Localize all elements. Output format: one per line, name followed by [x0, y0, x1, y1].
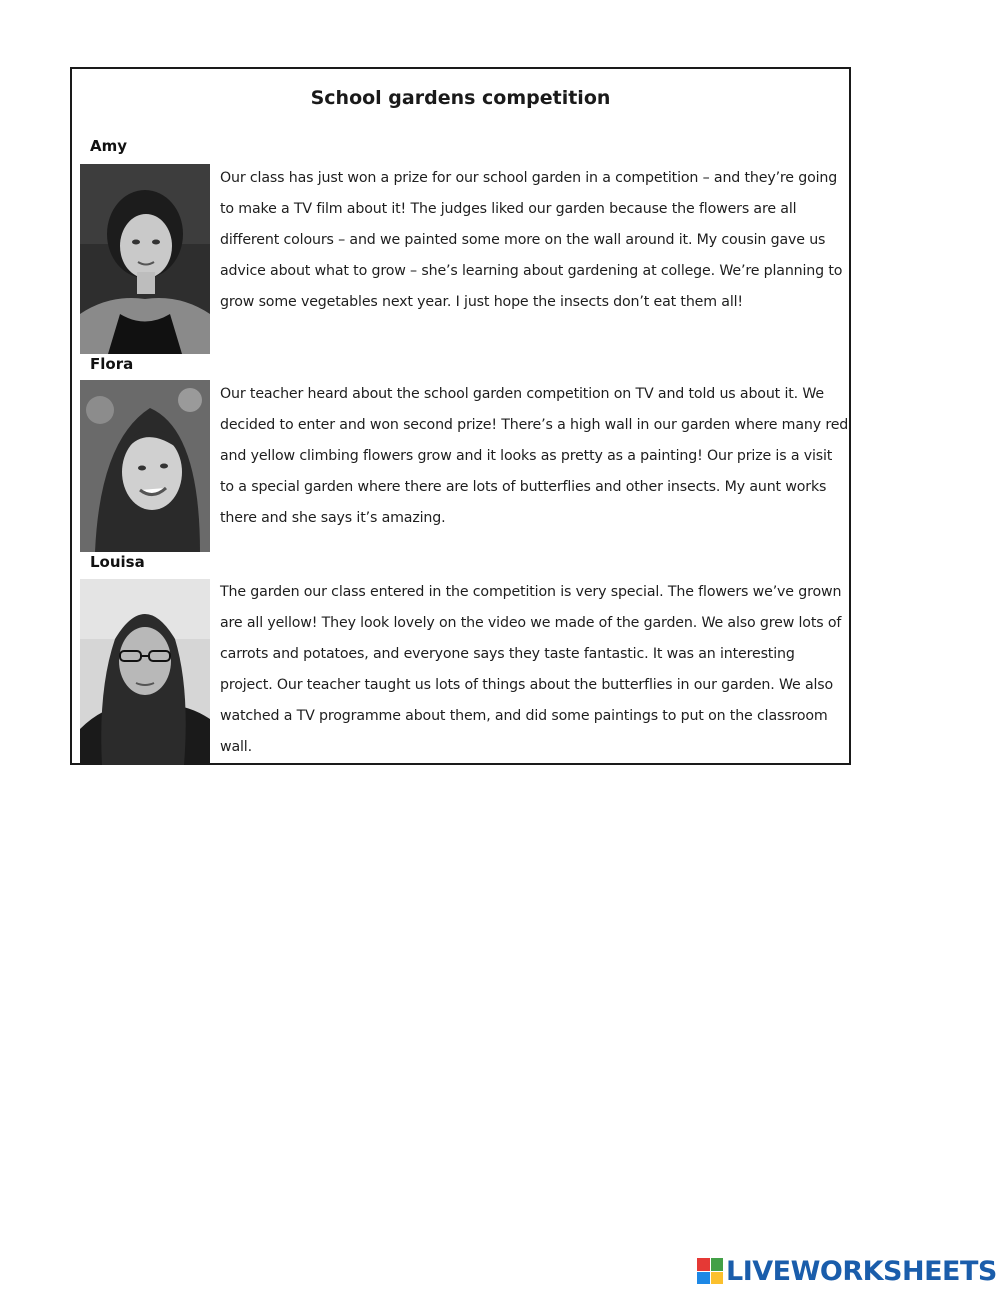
flora-portrait-photo [80, 380, 210, 552]
liveworksheets-logo-icon [697, 1258, 723, 1284]
brand-label: LIVEWORKSHEETS [726, 1255, 997, 1287]
entry-text-flora: Our teacher heard about the school garden competition on TV and told us about it. We decided to enter and won second prize! There’s a high wall in our garden where many red and yellow climbing flowers grow and it looks as pretty as a painting! Our prize is a visit to a special garden where there are lots of butterflies and other insects. My aunt works there and she says it’s amazing. [220, 386, 849, 526]
entry-name-amy: Amy [90, 137, 128, 155]
entry-name-flora: Flora [90, 355, 134, 373]
liveworksheets-brand [697, 1255, 997, 1287]
page-title: School gardens competition [310, 87, 611, 109]
entry-text-amy: Our class has just won a prize for our school garden in a competition – and they’re going to make a TV film about it! The judges liked our garden because the flowers are all different colours – and we painted some more on the wall around it. My cousin gave us advice about what to grow – she’s learning about gardening at college. We’re planning to grow some vegetables next year. I just hope the insects don’t eat them all! [220, 170, 843, 310]
entry-name-louisa: Louisa [90, 553, 145, 571]
entry-text-louisa: The garden our class entered in the competition is very special. The flowers we’ve grown are all yellow! They look lovely on the video we made of the garden. We also grew lots of carrots and potatoes, and everyone says they taste fantastic. It was an interesting project. Our teacher taught us lots of things about the butterflies in our garden. We also watched a TV programme about them, and did some paintings to put on the classroom wall. [220, 584, 842, 755]
amy-portrait-photo [80, 164, 210, 354]
reading-passage-frame [70, 67, 851, 765]
louisa-portrait-photo [80, 579, 210, 765]
